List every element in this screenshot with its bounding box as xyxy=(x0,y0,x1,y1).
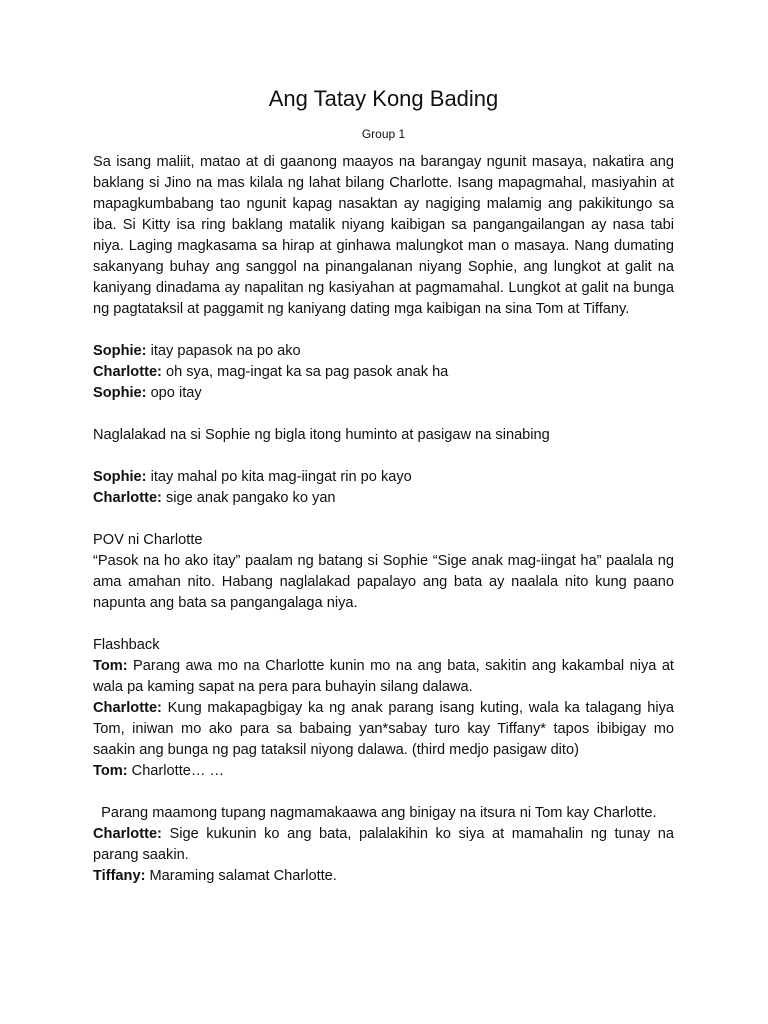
dialogue-text: Sige kukunin ko ang bata, palalakihin ko siya at mamahalin ng tunay na parang saakin. xyxy=(93,826,674,863)
speaker-label: Charlotte: xyxy=(93,364,162,380)
dialogue-line xyxy=(93,383,674,404)
dialogue-text: sige anak pangako ko yan xyxy=(161,490,336,506)
dialogue-text: itay mahal po kita mag-iingat rin po kayo xyxy=(146,469,412,485)
speaker-label: Charlotte: xyxy=(93,700,162,716)
dialogue-line xyxy=(93,656,674,698)
speaker-label: Sophie: xyxy=(93,385,147,401)
dialogue-line xyxy=(93,362,674,383)
speaker-label: Charlotte: xyxy=(93,490,162,506)
dialogue-block-2 xyxy=(93,467,674,509)
narration-paragraph: Parang maamong tupang nagmamakaawa ang binigay na itsura ni Tom kay Charlotte. xyxy=(93,805,657,821)
dialogue-text: Kung makapagbigay ka ng anak parang isang kuting, wala ka talagang hiya Tom, iniwan mo ako para sa babaing yan*sabay turo kay Tiffany* tapos ibibigay mo saakin ang bunga ng pag tataksil niyong dalawa. (third medjo pasigaw dito) xyxy=(93,700,674,758)
flashback-heading: Flashback xyxy=(93,637,160,653)
pov-paragraph: “Pasok na ho ako itay” paalam ng batang si Sophie “Sige anak mag-iingat ha” paalala ng ama amahan nito. Habang naglalakad papalayo ang bata ay naalala nito kung paano napunta ang bata sa pangangalaga niya. xyxy=(93,553,674,611)
dialogue-line xyxy=(93,824,674,866)
dialogue-line xyxy=(93,698,674,761)
dialogue-line xyxy=(93,467,674,488)
speaker-label: Tom: xyxy=(93,658,128,674)
pov-heading: POV ni Charlotte xyxy=(93,532,203,548)
dialogue-text: Charlotte… … xyxy=(127,763,225,779)
narration-paragraph: Naglalakad na si Sophie ng bigla itong huminto at pasigaw na sinabing xyxy=(93,427,550,443)
dialogue-line xyxy=(93,761,674,782)
dialogue-text: Parang awa mo na Charlotte kunin mo na ang bata, sakitin ang kakambal niya at wala pa kaming sapat na pera para buhayin silang dalawa. xyxy=(93,658,674,695)
dialogue-text: Maraming salamat Charlotte. xyxy=(145,868,337,884)
speaker-label: Sophie: xyxy=(93,469,147,485)
dialogue-line xyxy=(93,488,674,509)
dialogue-line xyxy=(93,866,674,887)
closing-section xyxy=(93,803,674,887)
dialogue-text: itay papasok na po ako xyxy=(146,343,301,359)
speaker-label: Tiffany: xyxy=(93,868,146,884)
document-page xyxy=(93,84,674,887)
dialogue-block-1 xyxy=(93,341,674,404)
speaker-label: Tom: xyxy=(93,763,128,779)
flashback-section xyxy=(93,635,674,782)
dialogue-line xyxy=(93,341,674,362)
pov-section xyxy=(93,530,674,614)
intro-paragraph: Sa isang maliit, matao at di gaanong maayos na barangay ngunit masaya, nakatira ang baklang si Jino na mas kilala ng lahat bilang Charlotte. Isang mapagmahal, masiyahin at mapagkumbabang tao ngunit kapag nasaktan ay nagiging malamig ang pakikitungo sa iba. Si Kitty isa ring baklang matalik niyang kaibigan sa pangangailangan ay nasa tabi niya. Laging magkasama sa hirap at ginhawa malungkot man o masaya. Nang dumating sakanyang buhay ang sanggol na pinangalanan niyang Sophie, ang lungkot at galit na kaniyang dinadama ay napalitan ng kasiyahan at pagmamahal. Lungkot at galit na bunga ng pagtataksil at paggamit ng kaniyang dating mga kaibigan na sina Tom at Tiffany. xyxy=(93,154,674,317)
dialogue-text: oh sya, mag-ingat ka sa pag pasok anak ha xyxy=(161,364,449,380)
document-subtitle: Group 1 xyxy=(361,127,406,141)
speaker-label: Sophie: xyxy=(93,343,147,359)
dialogue-text: opo itay xyxy=(146,385,202,401)
speaker-label: Charlotte: xyxy=(93,826,162,842)
document-title: Ang Tatay Kong Bading xyxy=(268,86,499,111)
